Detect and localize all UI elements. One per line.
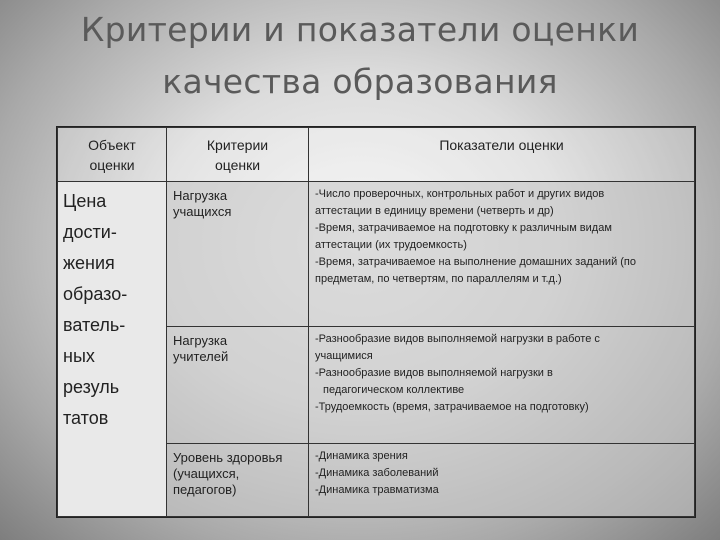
criterion-line: учащихся — [173, 204, 232, 219]
indicator-line: -Число проверочных, контрольных работ и других видов — [315, 188, 605, 200]
indicator-line: -Время, затрачиваемое на выполнение домашних заданий (по — [315, 256, 637, 268]
indicator-line: -Динамика заболеваний — [315, 467, 439, 479]
criterion-cell — [167, 444, 309, 517]
indicator-line: -Разнообразие видов выполняемой нагрузки в — [315, 367, 553, 379]
criterion-line: Уровень здоровья — [173, 450, 283, 465]
indicator-cell — [309, 182, 695, 327]
indicator-cell — [309, 327, 695, 444]
indicator-line: учащимися — [315, 350, 373, 362]
indicator-line: аттестации (их трудоемкость) — [315, 239, 467, 251]
criterion-line: педагогов) — [173, 482, 237, 497]
criterion-cell — [167, 327, 309, 444]
criteria-table — [56, 126, 696, 518]
object-line: дости- — [63, 222, 117, 242]
header-object-line: оценки — [89, 157, 135, 173]
object-line: Цена — [63, 191, 107, 211]
indicator-line: -Трудоемкость (время, затрачиваемое на подготовку) — [315, 401, 589, 413]
indicator-line: аттестации в единицу времени (четверть и др) — [315, 205, 554, 217]
object-line: татов — [63, 408, 109, 428]
header-criteria — [167, 128, 309, 182]
header-object-line: Объект — [88, 137, 136, 153]
criterion-line: Нагрузка — [173, 188, 228, 203]
indicator-line: -Динамика зрения — [315, 450, 408, 462]
object-line: образо- — [63, 284, 128, 304]
criterion-cell — [167, 182, 309, 327]
object-line: резуль — [63, 377, 120, 397]
object-line: ных — [63, 346, 95, 366]
indicator-line: -Разнообразие видов выполняемой нагрузки в работе с — [315, 333, 600, 345]
table-header-row — [58, 128, 695, 182]
slide-title — [0, 4, 720, 108]
criterion-line: учителей — [173, 349, 229, 364]
header-indicators: Показатели оценки — [309, 128, 695, 182]
header-criteria-line: Критерии — [206, 137, 269, 153]
object-line: жения — [63, 253, 115, 273]
object-line: ватель- — [63, 315, 126, 335]
header-object — [58, 128, 167, 182]
criterion-line: (учащихся, — [173, 466, 240, 481]
indicator-line: -Время, затрачиваемое на подготовку к различным видам — [315, 222, 612, 234]
indicator-line: -Динамика травматизма — [315, 484, 439, 496]
header-criteria-line: оценки — [214, 157, 261, 173]
object-cell — [58, 182, 167, 517]
slide-title-line-1: Критерии и показатели оценки — [80, 10, 640, 49]
indicator-line: предметам, по четвертям, по параллелям и т.д.) — [315, 273, 562, 285]
indicator-line: педагогическом коллективе — [323, 384, 465, 396]
criterion-line: Нагрузка — [173, 333, 228, 348]
slide-title-line-2: качества образования — [162, 62, 558, 101]
indicator-cell — [309, 444, 695, 517]
table-row — [58, 182, 695, 327]
